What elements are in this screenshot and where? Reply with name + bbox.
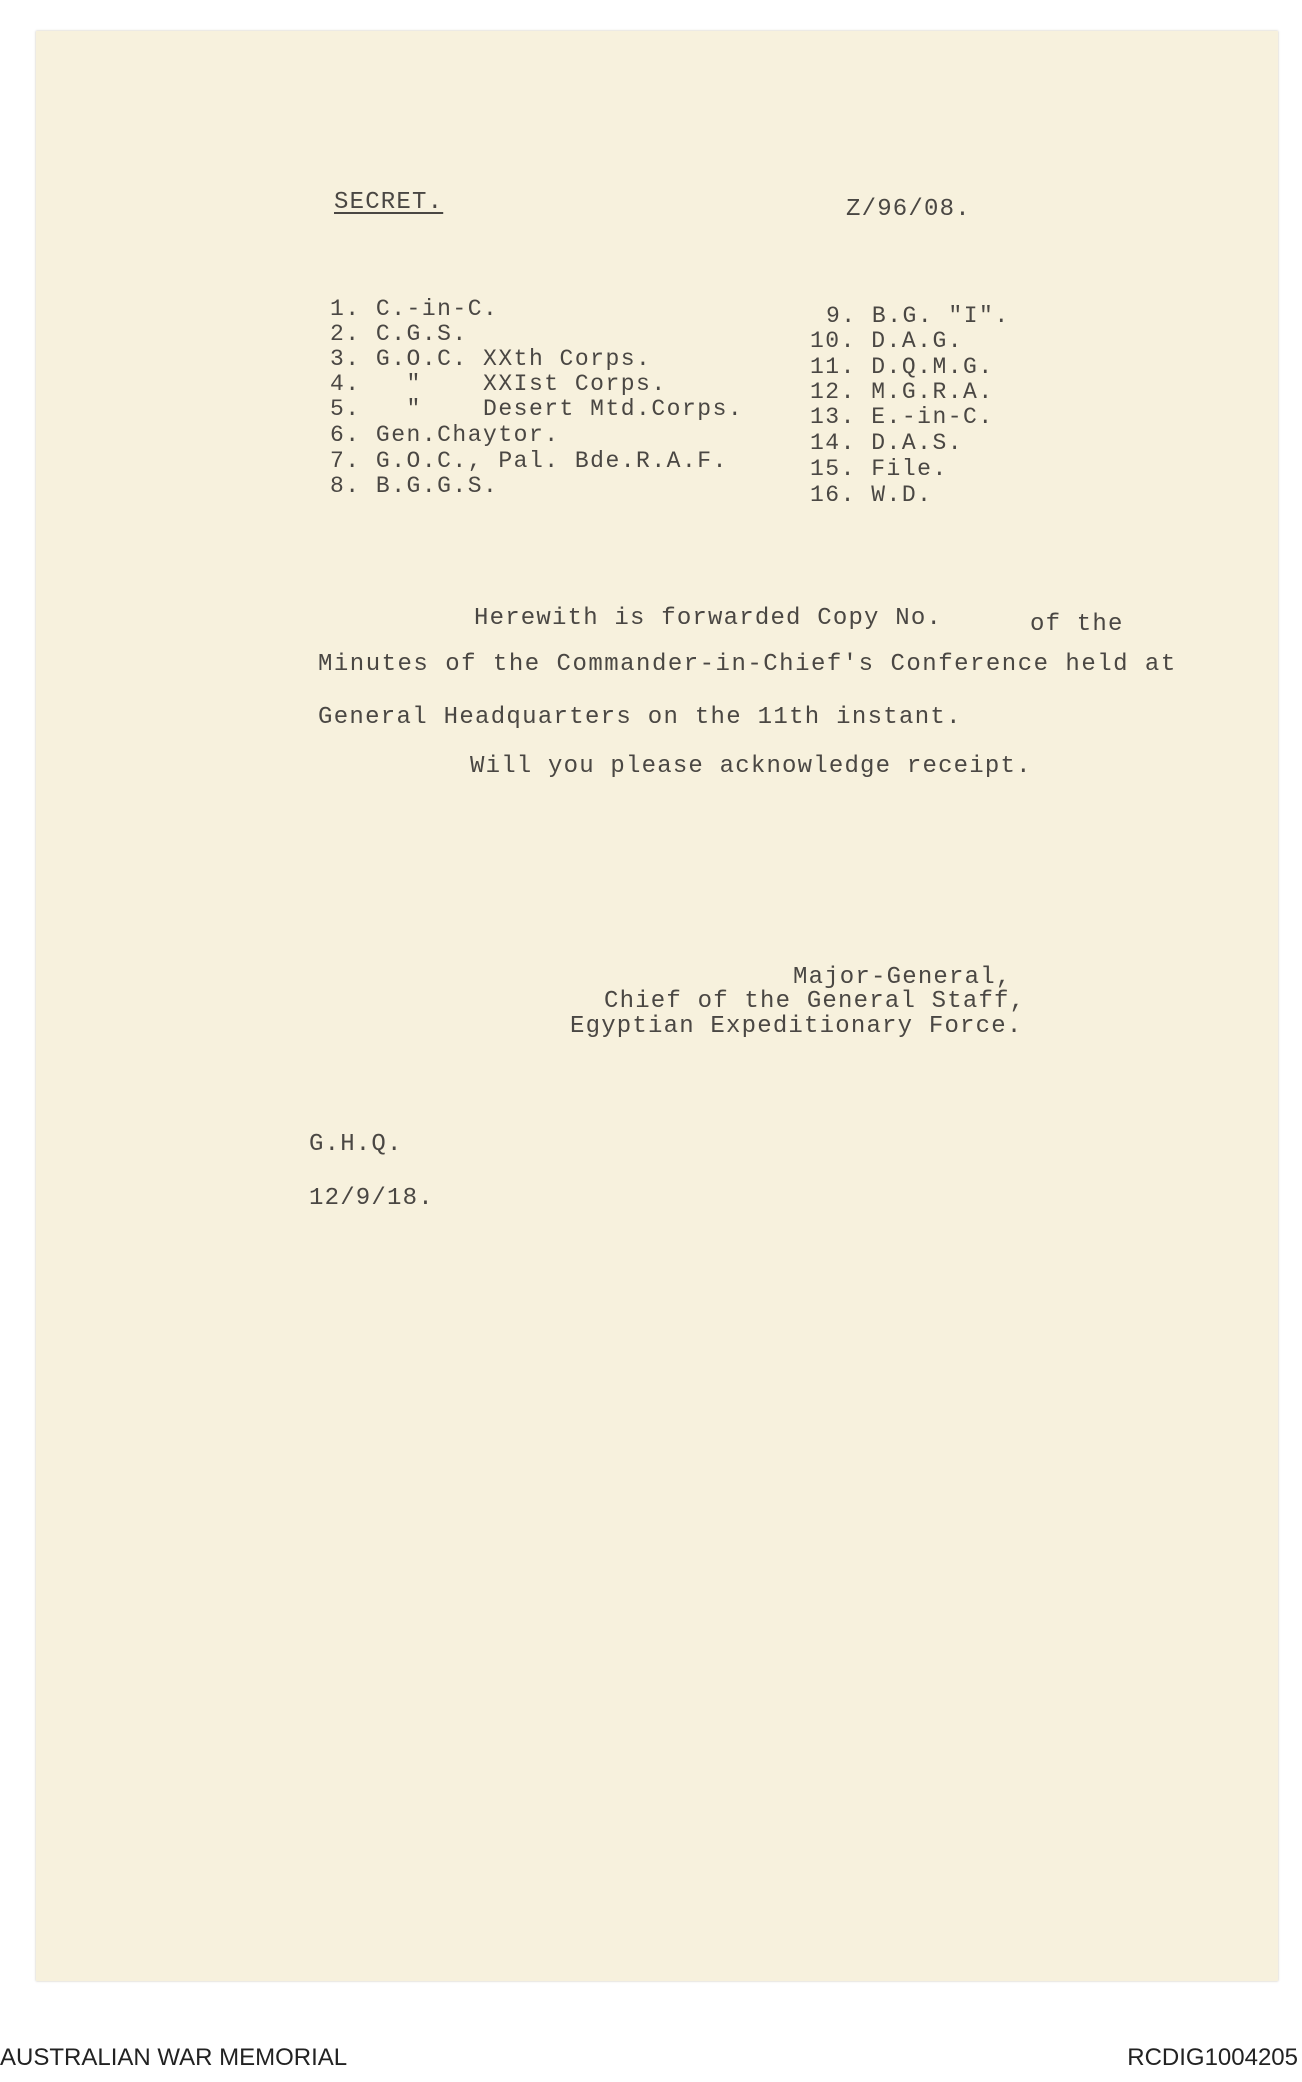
- list-item: 8. B.G.G.S.: [330, 473, 499, 499]
- list-item: 1. C.-in-C.: [330, 296, 499, 322]
- footer-institution: AUSTRALIAN WAR MEMORIAL: [0, 2044, 348, 2071]
- list-item: 14. D.A.S.: [810, 430, 964, 456]
- reference-number: Z/96/08.: [846, 196, 971, 223]
- list-item: 6. Gen.Chaytor.: [330, 422, 560, 448]
- list-item: 13. E.-in-C.: [810, 404, 994, 430]
- list-item: 11. D.Q.M.G.: [810, 354, 994, 380]
- body-line-4: Will you please acknowledge receipt.: [470, 753, 1032, 780]
- list-item: 9. B.G. "I".: [826, 303, 1010, 329]
- footer-identifier: RCDIG1004205: [1127, 2044, 1298, 2071]
- origin-date: 12/9/18.: [309, 1185, 434, 1212]
- body-line-2: Minutes of the Commander-in-Chief's Conference held at: [318, 651, 1177, 678]
- list-item: 3. G.O.C. XXth Corps.: [330, 346, 652, 372]
- list-item: 12. M.G.R.A.: [810, 379, 994, 405]
- body-line-3: General Headquarters on the 11th instant.: [318, 704, 962, 731]
- list-item: 10. D.A.G.: [810, 328, 964, 354]
- body-line-1-end: of the: [1030, 611, 1124, 638]
- classification-heading: SECRET.: [334, 189, 444, 216]
- signature-rank: Major-General,: [793, 964, 1012, 991]
- body-line-1: Herewith is forwarded Copy No.: [474, 605, 943, 632]
- list-item: 15. File.: [810, 456, 948, 482]
- signature-force: Egyptian Expeditionary Force.: [570, 1013, 1023, 1040]
- origin-place: G.H.Q.: [309, 1131, 403, 1158]
- list-item: 7. G.O.C., Pal. Bde.R.A.F.: [330, 448, 728, 474]
- signature-title: Chief of the General Staff,: [604, 988, 1026, 1015]
- list-item: 16. W.D.: [810, 482, 933, 508]
- list-item: 5. " Desert Mtd.Corps.: [330, 396, 744, 422]
- list-item: 2. C.G.S.: [330, 321, 468, 347]
- list-item: 4. " XXIst Corps.: [330, 371, 667, 397]
